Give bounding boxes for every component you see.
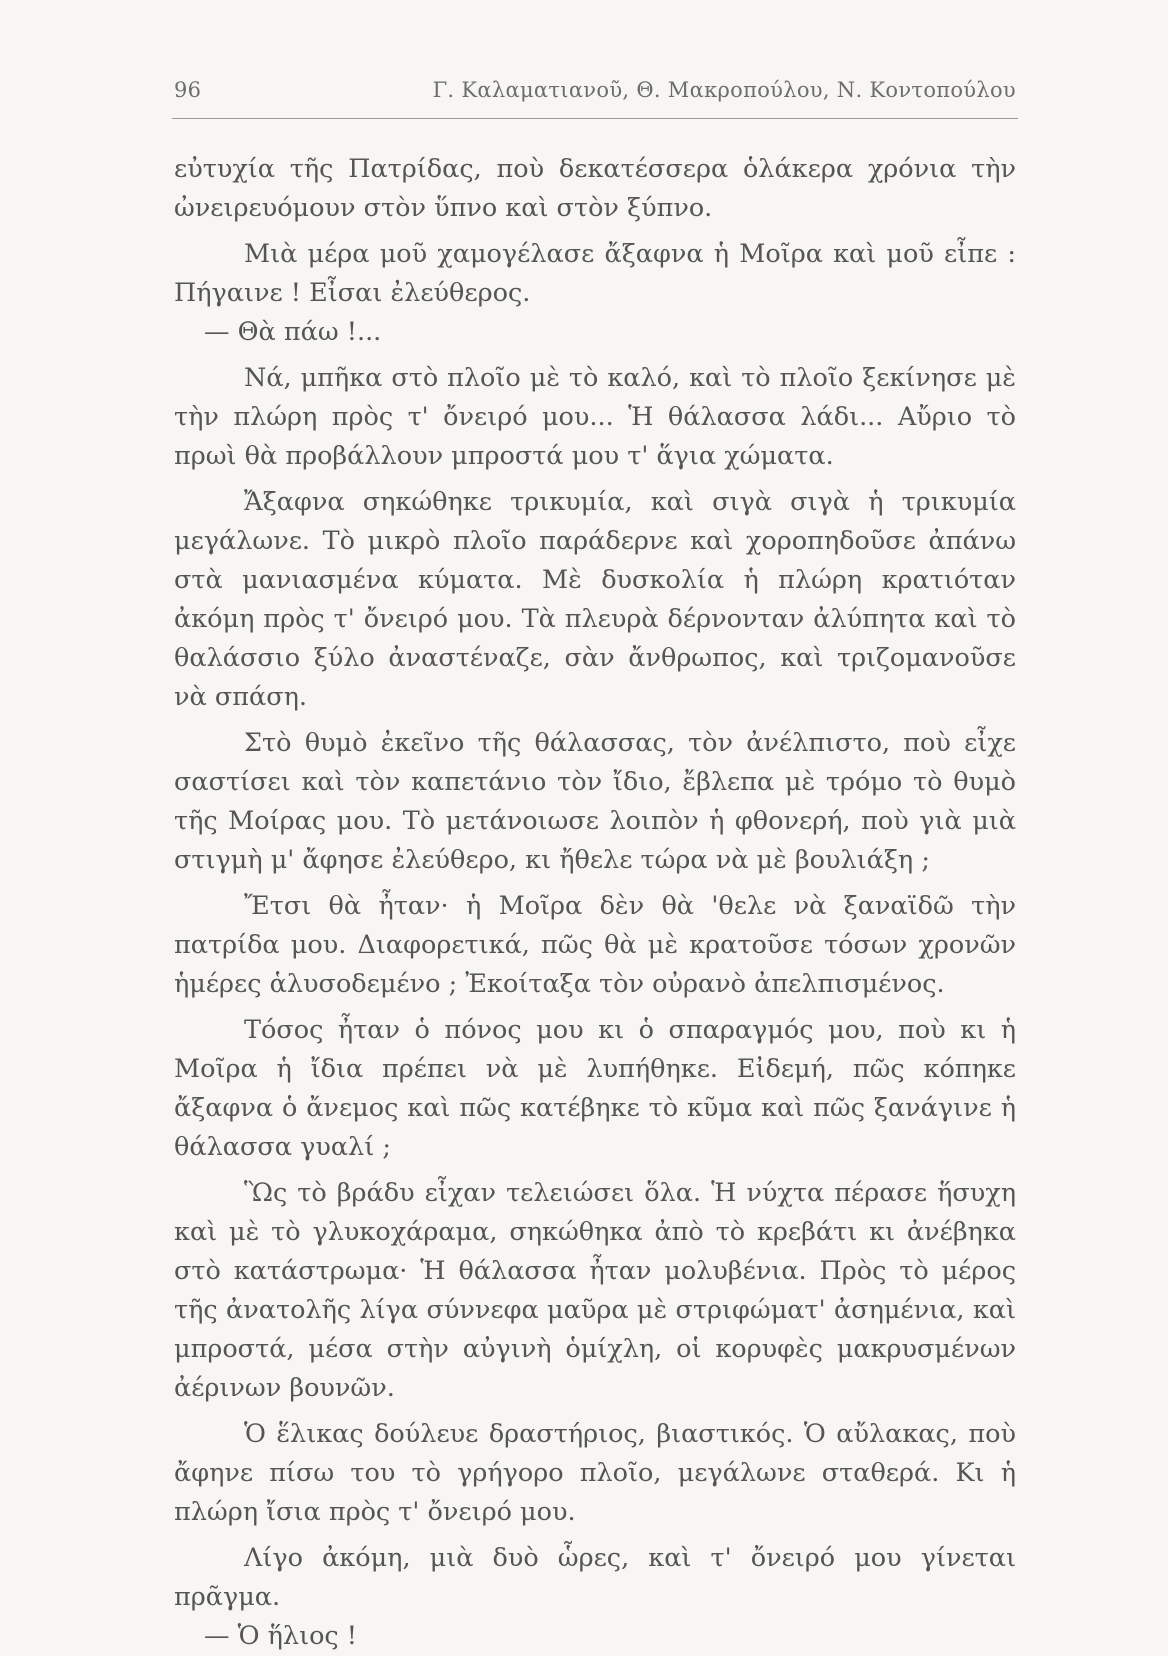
paragraph: Ἔτσι θὰ ἦταν· ἡ Μοῖρα δὲν θὰ 'θελε νὰ ξαναϊδῶ τὴν πατρίδα μου. Διαφορετικά, πῶς θὰ μὲ κρατοῦσε τόσων χρονῶν ἡμέρες ἁλυσοδεμένο ; Ἐκοίταξα τὸν οὐρανὸ ἀπελπισμένος. [174, 891, 1016, 999]
paragraph: Λίγο ἀκόμη, μιὰ δυὸ ὧρες, καὶ τ' ὄνειρό μου γίνεται πρᾶγμα. [174, 1543, 1016, 1612]
paragraph: Ὣς τὸ βράδυ εἶχαν τελειώσει ὅλα. Ἡ νύχτα πέρασε ἥσυχη καὶ μὲ τὸ γλυκοχάραμα, σηκώθηκα ἀπὸ τὸ κρεβάτι κι ἀνέβηκα στὸ κατάστρωμα· Ἡ θάλασσα ἦταν μολυβένια. Πρὸς τὸ μέρος τῆς ἀνατολῆς λίγα σύννεφα μαῦρα μὲ στριφώματ' ἀσημένια, καὶ μπροστά, μέσα στὴν αὐγινὴ ὁμίχλη, οἱ κορυφὲς μακρυσμένων ἀέρινων βουνῶν. [174, 1178, 1016, 1403]
paragraph: εὐτυχία τῆς Πατρίδας, ποὺ δεκατέσσερα ὁλάκερα χρόνια τὴν ὠνειρευόμουν στὸν ὕπνο καὶ στὸν ξύπνο. [174, 154, 1016, 223]
author-names: Γ. Καλαματιανοῦ, Θ. Μακροπούλου, Ν. Κοντοπούλου [432, 78, 1016, 102]
paragraph: Στὸ θυμὸ ἐκεῖνο τῆς θάλασσας, τὸν ἀνέλπιστο, ποὺ εἶχε σαστίσει καὶ τὸν καπετάνιο τὸν ἴδιο, ἔβλεπα μὲ τρόμο τὸ θυμὸ τῆς Μοίρας μου. Τὸ μετάνοιωσε λοιπὸν ἡ φθονερή, ποὺ γιὰ μιὰ στιγμὴ μ' ἄφησε ἐλεύθερο, κι ἤθελε τώρα νὰ μὲ βουλιάξη ; [174, 728, 1016, 875]
paragraph: Μιὰ μέρα μοῦ χαμογέλασε ἄξαφνα ἡ Μοῖρα καὶ μοῦ εἶπε : Πήγαινε ! Εἶσαι ἐλεύθερος. [174, 239, 1016, 308]
page-number: 96 [174, 78, 202, 102]
paragraph: Νά, μπῆκα στὸ πλοῖο μὲ τὸ καλό, καὶ τὸ πλοῖο ξεκίνησε μὲ τὴν πλώρη πρὸς τ' ὄνειρό μου... Ἡ θάλασσα λάδι... Αὔριο τὸ πρωὶ θὰ προβάλλουν μπροστά μου τ' ἅγια χώματα. [174, 363, 1016, 471]
running-head [174, 78, 1016, 112]
header-rule [172, 118, 1018, 119]
body-text [174, 150, 1016, 1656]
paragraph: Τόσος ἦταν ὁ πόνος μου κι ὁ σπαραγμός μου, ποὺ κι ἡ Μοῖρα ἡ ἴδια πρέπει νὰ μὲ λυπήθηκε. Εἰδεμή, πῶς κόπηκε ἄξαφνα ὁ ἄνεμος καὶ πῶς κατέβηκε τὸ κῦμα καὶ πῶς ξανάγινε ἡ θάλασσα γυαλί ; [174, 1015, 1016, 1162]
paragraph: Ἄξαφνα σηκώθηκε τρικυμία, καὶ σιγὰ σιγὰ ἡ τρικυμία μεγάλωνε. Τὸ μικρὸ πλοῖο παράδερνε καὶ χοροπηδοῦσε ἀπάνω στὰ μανιασμένα κύματα. Μὲ δυσκολία ἡ πλώρη κρατιόταν ἀκόμη πρὸς τ' ὄνειρό μου. Τὰ πλευρὰ δέρνονταν ἀλύπητα καὶ τὸ θαλάσσιο ξύλο ἀναστέναζε, σὰν ἄνθρωπος, καὶ τριζομανοῦσε νὰ σπάση. [174, 487, 1016, 712]
dialogue-line: — Ὁ ἥλιος ! [204, 1621, 358, 1651]
dialogue-line: — Θὰ πάω !... [204, 317, 382, 347]
paragraph: Ὁ ἕλικας δούλευε δραστήριος, βιαστικός. Ὁ αὔλακας, ποὺ ἄφηνε πίσω του τὸ γρήγορο πλοῖο, μεγάλωνε σταθερά. Κι ἡ πλώρη ἴσια πρὸς τ' ὄνειρό μου. [174, 1419, 1016, 1527]
